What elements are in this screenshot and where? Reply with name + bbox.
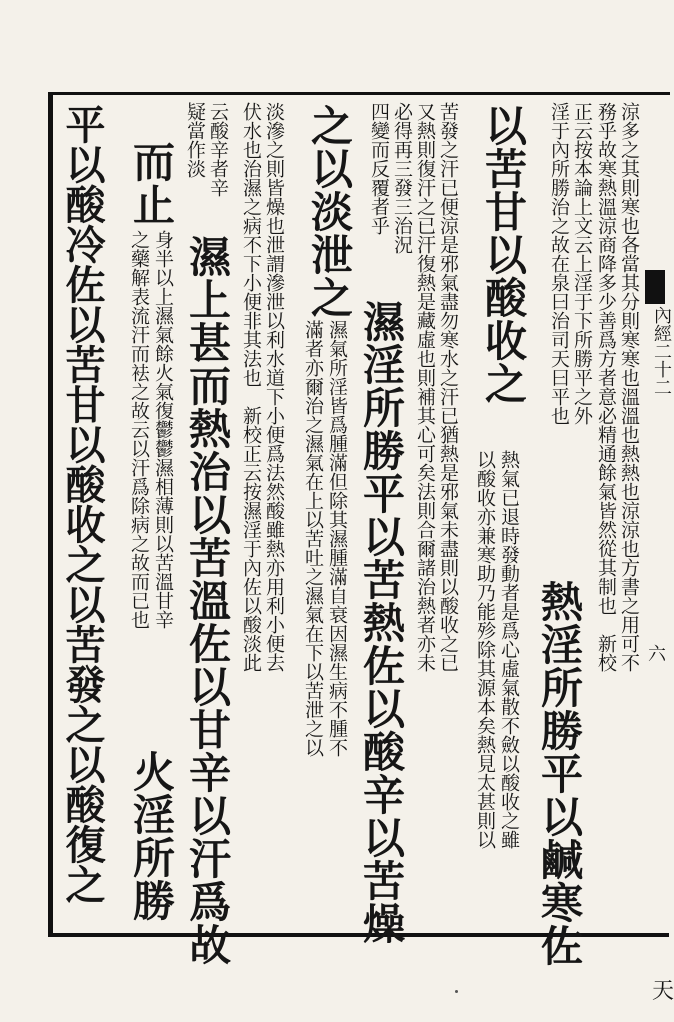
text-column: 滿者亦爾治之濕氣在上以苦吐之濕氣在下以苦泄之以 <box>302 320 324 757</box>
page-number: 六 <box>648 644 666 665</box>
text-column: 伏水也治濕之病不下小便非其法也 新校正云按濕淫于內佐以酸淡此 <box>240 102 262 672</box>
text-column: 之藥解表流汗而袪之故云以汗爲除病之故而已也 <box>128 230 150 629</box>
text-column: 熱氣已退時發動者是爲心虛氣散不斂以酸收之雖 <box>498 450 520 849</box>
text-column-large: 火淫所勝 <box>127 750 176 922</box>
text-column: 正云按本論上文云上淫于下所勝平之外 <box>571 102 593 425</box>
text-column: 涼多之其則寒也各當其分則寒寒也溫溫也熱熱也涼涼也方書之用可不 <box>618 102 640 672</box>
corner-character: 天 <box>652 979 674 1004</box>
text-column: 身半以上濕氣餘火氣復鬱鬱濕相薄則以苦溫甘辛 <box>152 230 174 629</box>
section-mark: 內經二十二 <box>651 306 672 396</box>
text-column-large: 之以淡泄之 <box>305 104 354 319</box>
text-column: 淫于內所勝治之故在泉曰治司天曰平也 <box>548 102 570 425</box>
text-column: 又熱則復汗之已汗復熱是藏虛也則補其心可矣法則合爾諸治熱者亦未 <box>414 102 436 672</box>
text-column-large: 平以酸冷佐以苦甘以酸收之以苦發之以酸復之 <box>59 104 106 904</box>
text-column: 云酸辛者辛 <box>207 102 229 197</box>
frame-edge <box>660 92 670 95</box>
text-column: 濕氣所淫皆爲腫滿但除其濕腫滿自衰因濕生病不腫不 <box>326 320 348 757</box>
text-column: 務乎故寒熱溫涼商降多少善爲方者意必精通餘氣皆然從其制也 新校 <box>595 102 617 672</box>
text-column: 淡滲之則皆燥也泄謂滲泄以利水道下小便爲法然酸雖熱亦用利小便去 <box>263 102 285 672</box>
section-mark-block <box>645 270 665 304</box>
speck <box>455 990 458 993</box>
text-column-large: 熱淫所勝平以鹹寒佐 <box>535 580 584 967</box>
text-column-large: 而止 <box>127 140 176 226</box>
text-column-large: 濕淫所勝平以苦熱佐以酸辛以苦燥 <box>357 300 406 945</box>
text-column: 以酸收亦兼寒助乃能殄除其源本矣熱見太甚則以 <box>474 450 496 849</box>
text-column: 必得再三發三治況 <box>391 102 413 254</box>
text-column: 四變而反覆者乎 <box>368 102 390 235</box>
text-column: 苦發之汗已便涼是邪氣盡勿寒水之汗已猶熱是邪氣未盡則以酸收之已 <box>437 102 459 672</box>
text-column: 疑當作淡 <box>184 102 206 178</box>
text-column-large: 濕上甚而熱治以苦溫佐以甘辛以汗爲故 <box>183 235 232 966</box>
text-column-large: 以苦甘以酸收之 <box>479 104 528 405</box>
